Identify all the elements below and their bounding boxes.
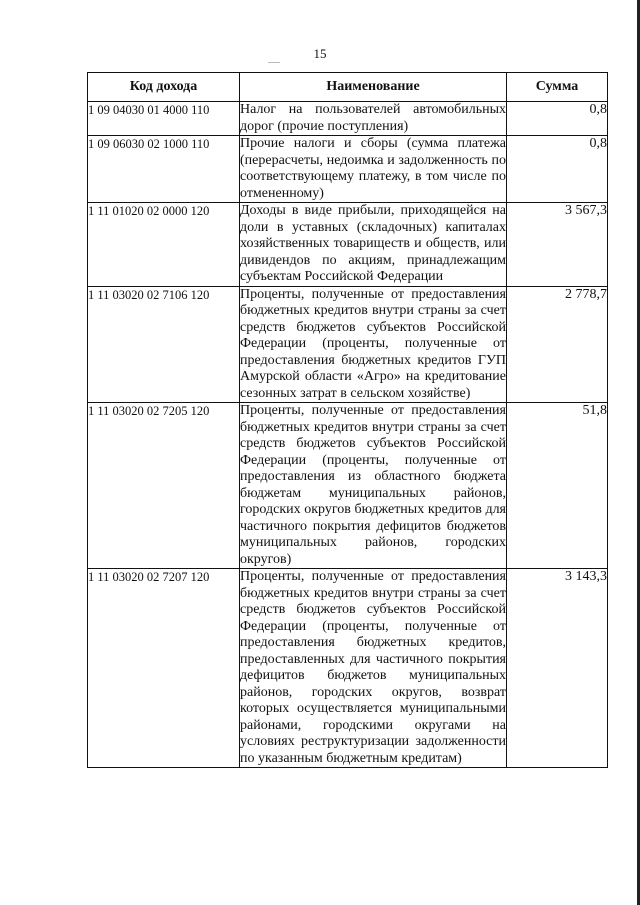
- row-code: 1 09 06030 02 1000 110: [88, 136, 240, 203]
- table-row: [88, 102, 608, 136]
- table-header-row: [88, 73, 608, 102]
- row-amount: 3 143,3: [507, 569, 608, 768]
- table-row: [88, 136, 608, 203]
- row-name: Проценты, полученные от предоставления бюджетных кредитов внутри страны за счет средств бюджетов субъектов Российской Федерации (проценты, полученные от предоставления бюджетных кредитов, предоставленных для частичного покрытия дефицитов бюджетов муниципальных районов, городских округов, возврат которых осуществляется муниципальными районами, городскими округами на условиях реструктуризации задолженности по указанным бюджетным кредитам): [240, 569, 506, 766]
- table-row: [88, 569, 608, 768]
- header-name: Наименование: [240, 73, 507, 102]
- row-amount: 0,8: [507, 102, 608, 136]
- row-name: Проценты, полученные от предоставления бюджетных кредитов внутри страны за счет средств бюджетов субъектов Российской Федерации (проценты, полученные от предоставления из областного бюджета бюджетам муниципальных районов, городских округов бюджетных кредитов для частичного покрытия дефицитов бюджетов муниципальных районов, городских округов): [240, 403, 506, 567]
- header-amount: Сумма: [507, 73, 608, 102]
- row-name: Налог на пользователей автомобильных дорог (прочие поступления): [240, 102, 506, 134]
- table-row: [88, 203, 608, 287]
- row-code: 1 11 03020 02 7106 120: [88, 286, 240, 403]
- row-name: Прочие налоги и сборы (сумма платежа (перерасчеты, недоимка и задолженность по соответствующему платежу, в том числе по отмененному): [240, 136, 506, 201]
- row-name: Доходы в виде прибыли, приходящейся на доли в уставных (складочных) капиталах хозяйственных товариществ и обществ, или дивидендов по акциям, принадлежащим субъектам Российской Федерации: [240, 203, 506, 284]
- row-code: 1 11 03020 02 7205 120: [88, 403, 240, 569]
- header-code: Код дохода: [88, 73, 240, 102]
- table-row: [88, 286, 608, 403]
- revenue-table: [87, 72, 608, 768]
- row-amount: 3 567,3: [507, 203, 608, 287]
- page-number: 15: [313, 46, 327, 61]
- row-amount: 0,8: [507, 136, 608, 203]
- row-code: 1 11 03020 02 7207 120: [88, 569, 240, 768]
- scan-speck: [268, 62, 280, 63]
- row-code: 1 11 01020 02 0000 120: [88, 203, 240, 287]
- row-name: Проценты, полученные от предоставления бюджетных кредитов внутри страны за счет средств бюджетов субъектов Российской Федерации (проценты, полученные от предоставления бюджетных кредитов ГУП Амурской области «Агро» на кредитование сезонных затрат в сельском хозяйстве): [240, 286, 506, 401]
- row-amount: 51,8: [507, 403, 608, 569]
- table-row: [88, 403, 608, 569]
- row-amount: 2 778,7: [507, 286, 608, 403]
- row-code: 1 09 04030 01 4000 110: [88, 102, 240, 136]
